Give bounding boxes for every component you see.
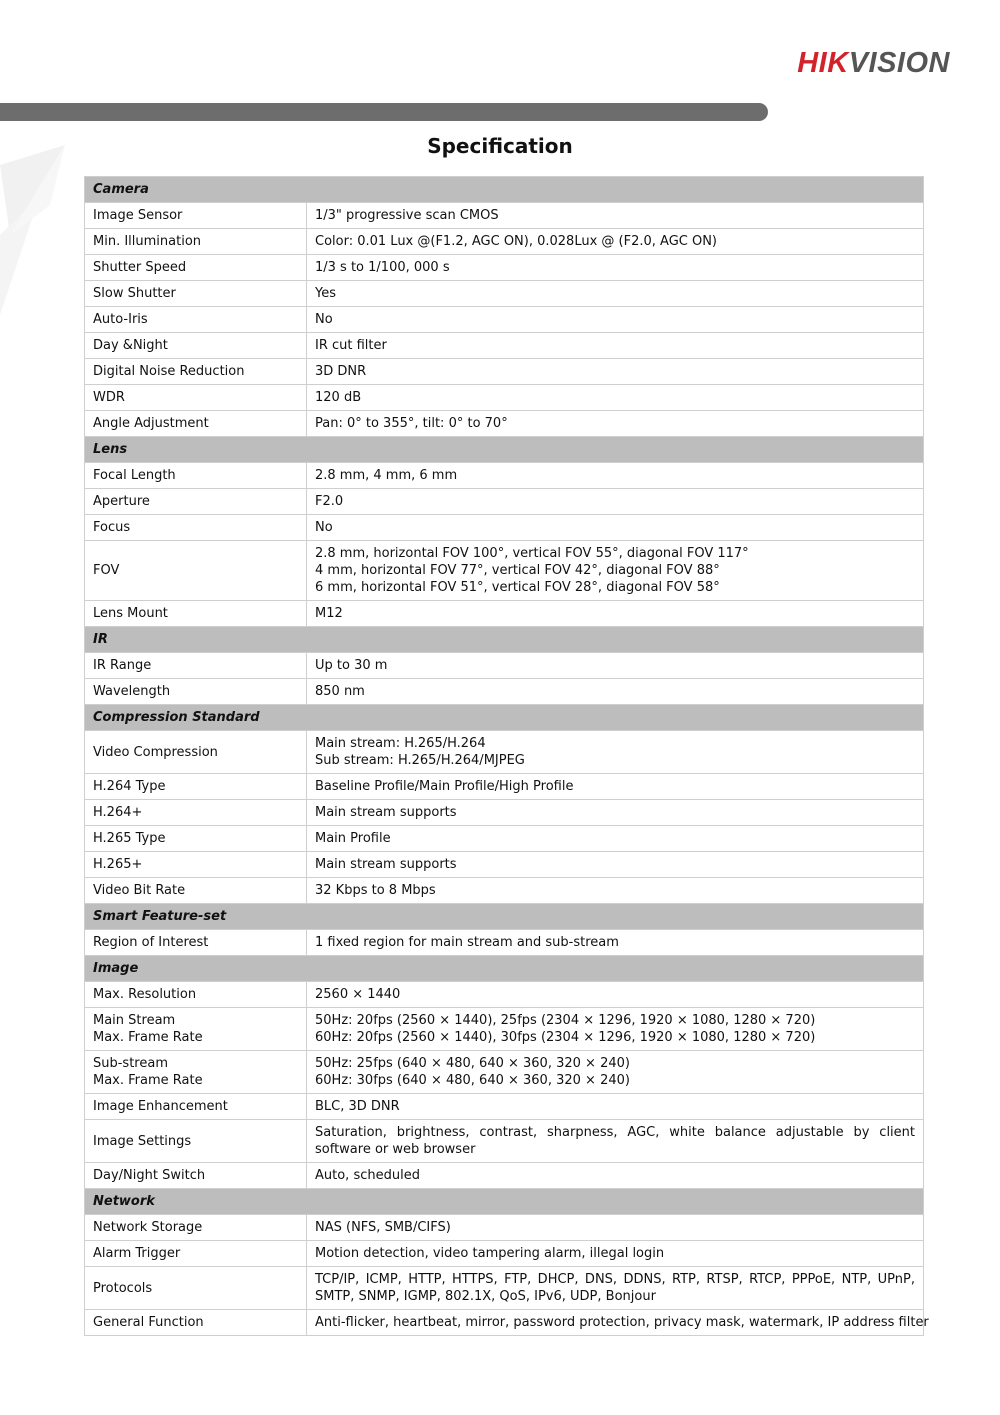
spec-value-line: Auto, scheduled [315,1168,420,1183]
spec-label [85,333,307,359]
spec-value [307,653,924,679]
spec-label [85,463,307,489]
spec-label-line: Video Bit Rate [93,883,186,898]
spec-label-line: Digital Noise Reduction [93,364,245,379]
table-row [85,203,924,229]
spec-value-line: BLC, 3D DNR [315,1099,400,1114]
spec-label [85,1163,307,1189]
spec-value-line: Main stream supports [315,805,457,820]
spec-label-line: Sub-stream [93,1056,168,1071]
spec-label-line: H.264+ [93,805,143,820]
spec-label [85,307,307,333]
table-row [85,1163,924,1189]
spec-label-line: H.265+ [93,857,143,872]
spec-value [307,229,924,255]
spec-label-line: Focal Length [93,468,176,483]
spec-value [307,731,924,774]
spec-value-line: 120 dB [315,390,362,405]
spec-value [307,385,924,411]
spec-value-line: 3D DNR [315,364,367,379]
section-header [85,705,924,731]
spec-value-line: 32 Kbps to 8 Mbps [315,883,436,898]
section-title: Compression Standard [85,705,924,731]
spec-label [85,281,307,307]
spec-label-line: Wavelength [93,684,171,699]
spec-label-line: Max. Frame Rate [93,1030,203,1045]
spec-value-line: IR cut filter [315,338,387,353]
spec-value [307,826,924,852]
spec-label [85,1241,307,1267]
spec-value-line: Main stream: H.265/H.264 [315,736,486,751]
table-row [85,653,924,679]
table-row [85,255,924,281]
spec-value-line: Anti-flicker, heartbeat, mirror, password protection, privacy mask, watermark, IP address filter [315,1315,929,1330]
spec-label [85,489,307,515]
spec-label [85,774,307,800]
spec-value [307,982,924,1008]
spec-label [85,203,307,229]
spec-value-line: Main Profile [315,831,391,846]
spec-value [307,774,924,800]
spec-value [307,800,924,826]
spec-value [307,203,924,229]
table-row [85,489,924,515]
section-title: Lens [85,437,924,463]
spec-label [85,515,307,541]
spec-value [307,1120,924,1163]
spec-label-line: Max. Frame Rate [93,1073,203,1088]
spec-label [85,1215,307,1241]
spec-value [307,281,924,307]
spec-label-line: General Function [93,1315,204,1330]
spec-value-line: Pan: 0° to 355°, tilt: 0° to 70° [315,416,508,431]
table-row [85,515,924,541]
page-title: Specification [427,134,573,158]
spec-label [85,385,307,411]
spec-label-line: Main Stream [93,1013,176,1028]
spec-label-line: Alarm Trigger [93,1246,181,1261]
spec-value-line: 50Hz: 20fps (2560 × 1440), 25fps (2304 × 1296, 1920 × 1080, 1280 × 720) [315,1013,816,1028]
section-header [85,956,924,982]
spec-label [85,1310,307,1336]
spec-label-line: Day/Night Switch [93,1168,206,1183]
spec-label [85,411,307,437]
spec-value [307,878,924,904]
table-row [85,1215,924,1241]
spec-value-line: Color: 0.01 Lux @(F1.2, AGC ON), 0.028Lux @ (F2.0, AGC ON) [315,234,718,249]
spec-label [85,653,307,679]
spec-value-line: Saturation, brightness, contrast, sharpness, AGC, white balance adjustable by client software or web browser [315,1125,915,1157]
spec-label [85,601,307,627]
spec-value-line: 6 mm, horizontal FOV 51°, vertical FOV 28°, diagonal FOV 58° [315,580,720,595]
spec-label-line: Max. Resolution [93,987,197,1002]
spec-value-line: 60Hz: 20fps (2560 × 1440), 30fps (2304 × 1296, 1920 × 1080, 1280 × 720) [315,1030,816,1045]
section-header [85,627,924,653]
spec-value-line: Sub stream: H.265/H.264/MJPEG [315,753,525,768]
section-title: Network [85,1189,924,1215]
section-header [85,177,924,203]
spec-label-line: Auto-Iris [93,312,148,327]
spec-label [85,852,307,878]
table-row [85,826,924,852]
table-row [85,1310,924,1336]
spec-label-line: Network Storage [93,1220,203,1235]
table-row [85,878,924,904]
table-row [85,1008,924,1051]
spec-label-line: Video Compression [93,744,218,760]
section-header [85,437,924,463]
spec-value-line: 60Hz: 30fps (640 × 480, 640 × 360, 320 × 240) [315,1073,630,1088]
spec-label-line: FOV [93,563,120,578]
spec-label [85,930,307,956]
spec-label [85,1267,307,1310]
spec-value-line: 850 nm [315,684,365,699]
table-row [85,541,924,601]
spec-value [307,601,924,627]
spec-value-line: 2560 × 1440 [315,987,401,1002]
spec-label [85,826,307,852]
table-row [85,307,924,333]
section-title: Camera [85,177,924,203]
table-row [85,385,924,411]
spec-label-line: Day &Night [93,338,168,353]
table-row [85,229,924,255]
table-row [85,982,924,1008]
spec-label-line: Min. Illumination [93,234,202,249]
spec-value [307,679,924,705]
table-row [85,800,924,826]
section-header [85,1189,924,1215]
brand-logo [797,46,950,80]
spec-value [307,411,924,437]
spec-label [85,982,307,1008]
brand-logo-part1: HIK [797,47,849,79]
spec-label-line: Protocols [93,1280,153,1296]
spec-label-line: Image Sensor [93,208,183,223]
spec-value-line: Yes [315,286,336,301]
section-title: IR [85,627,924,653]
table-row [85,731,924,774]
spec-label [85,1051,307,1094]
table-row [85,359,924,385]
spec-label [85,731,307,774]
spec-label [85,1008,307,1051]
spec-label [85,800,307,826]
table-row [85,1051,924,1094]
spec-value-line: Baseline Profile/Main Profile/High Profile [315,779,574,794]
spec-value-line: 4 mm, horizontal FOV 77°, vertical FOV 42°, diagonal FOV 88° [315,563,720,578]
spec-label-line: Angle Adjustment [93,416,209,431]
spec-value [307,1008,924,1051]
spec-value [307,852,924,878]
table-row [85,463,924,489]
spec-value [307,463,924,489]
spec-label-line: Lens Mount [93,606,168,621]
spec-label-line: Shutter Speed [93,260,187,275]
spec-label-line: Aperture [93,494,150,509]
spec-label [85,229,307,255]
spec-label-line: Region of Interest [93,935,209,950]
table-row [85,1241,924,1267]
spec-value [307,1163,924,1189]
spec-value [307,307,924,333]
spec-value [307,930,924,956]
spec-value [307,1094,924,1120]
spec-value [307,255,924,281]
spec-value-line: No [315,520,333,535]
spec-value [307,1241,924,1267]
spec-value-line: No [315,312,333,327]
spec-value-line: 1 fixed region for main stream and sub-stream [315,935,619,950]
spec-value [307,1267,924,1310]
table-row [85,1267,924,1310]
spec-label-line: Image Enhancement [93,1099,228,1114]
table-row [85,411,924,437]
table-row [85,1120,924,1163]
spec-value [307,1310,929,1336]
spec-table [84,176,929,1336]
spec-value-line: 2.8 mm, horizontal FOV 100°, vertical FOV 55°, diagonal FOV 117° [315,546,749,561]
spec-value-line: F2.0 [315,494,344,509]
table-row [85,281,924,307]
spec-value [307,1051,924,1094]
section-header [85,904,924,930]
spec-label-line: H.265 Type [93,831,166,846]
spec-value [307,541,924,601]
table-row [85,601,924,627]
spec-label [85,541,307,601]
spec-value [307,1215,924,1241]
table-row [85,930,924,956]
table-row [85,852,924,878]
spec-value-line: TCP/IP, ICMP, HTTP, HTTPS, FTP, DHCP, DNS, DDNS, RTP, RTSP, RTCP, PPPoE, NTP, UPnP, SMTP, SNMP, IGMP, 802.1X, QoS, IPv6, UDP, Bonjour [315,1272,915,1304]
spec-value-line: 2.8 mm, 4 mm, 6 mm [315,468,458,483]
spec-label [85,359,307,385]
spec-value-line: NAS (NFS, SMB/CIFS) [315,1220,451,1235]
table-row [85,333,924,359]
spec-label-line: Image Settings [93,1133,192,1149]
spec-label [85,1094,307,1120]
spec-value [307,333,924,359]
spec-label [85,1120,307,1163]
spec-value-line: 50Hz: 25fps (640 × 480, 640 × 360, 320 × 240) [315,1056,630,1071]
spec-value [307,359,924,385]
spec-value-line: 1/3 s to 1/100, 000 s [315,260,450,275]
spec-value-line: M12 [315,606,343,621]
table-row [85,1094,924,1120]
brand-logo-part2: VISION [848,47,950,79]
spec-label [85,255,307,281]
spec-label [85,679,307,705]
spec-value-line: Motion detection, video tampering alarm, illegal login [315,1246,665,1261]
spec-label-line: IR Range [93,658,152,673]
spec-label-line: Slow Shutter [93,286,176,301]
section-title: Image [85,956,924,982]
table-row [85,774,924,800]
spec-value [307,489,924,515]
section-title: Smart Feature-set [85,904,924,930]
spec-value [307,515,924,541]
spec-value-line: Main stream supports [315,857,457,872]
spec-label-line: WDR [93,390,125,405]
table-row [85,679,924,705]
spec-label [85,878,307,904]
spec-label-line: H.264 Type [93,779,166,794]
spec-label-line: Focus [93,520,131,535]
spec-value-line: Up to 30 m [315,658,388,673]
spec-value-line: 1/3" progressive scan CMOS [315,208,499,223]
header-bar [0,103,768,121]
